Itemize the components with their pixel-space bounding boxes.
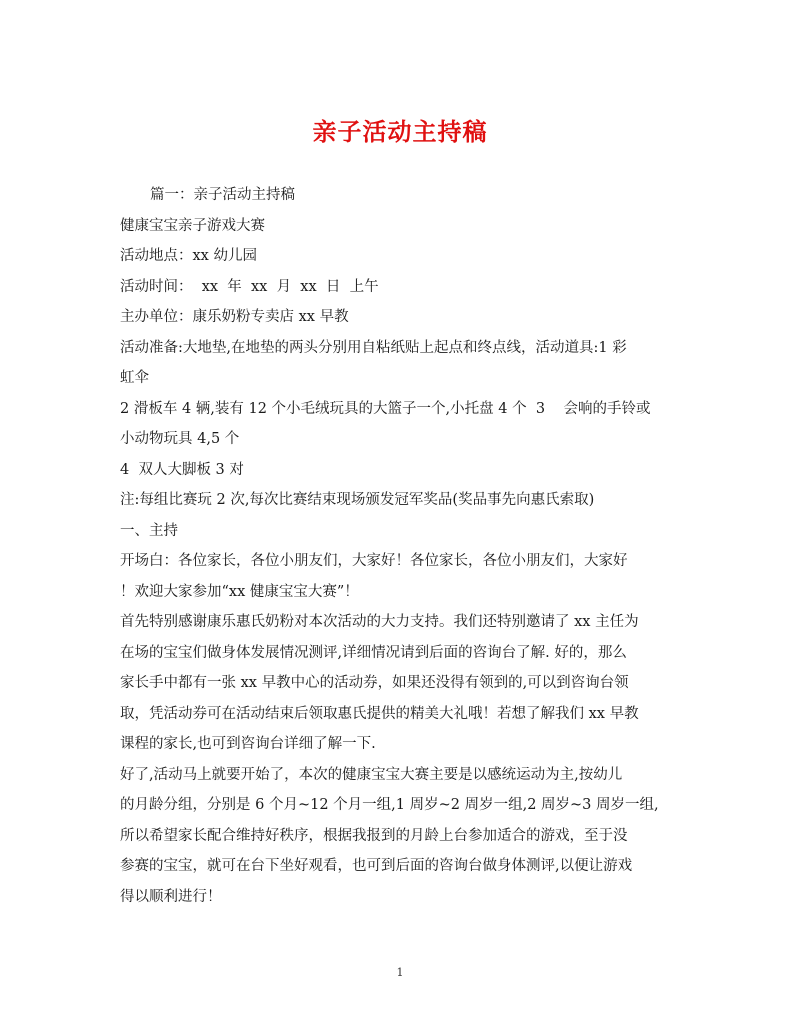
body-line: 所以希望家长配合维持好秩序，根据我报到的月龄上台参加适合的游戏，至于没 <box>120 827 628 844</box>
body-line: 家长手中都有一张 xx 早教中心的活动券，如果还没得有领到的,可以到咨询台领 <box>120 675 629 691</box>
page-number: 1 <box>396 966 404 979</box>
body-line: 2 滑板车 4 辆,装有 12 个小毛绒玩具的大篮子一个,小托盘 4 个 3 会响的手铃或 <box>120 400 651 417</box>
body-line: ！欢迎大家参加“xx 健康宝宝大赛”！ <box>120 583 359 600</box>
body-line: 的月龄分组，分别是 6 个月~12 个月一组,1 周岁~2 周岁一组,2 周岁~3 周岁一组, <box>120 797 659 813</box>
body-line: 取，凭活动券可在活动结束后领取惠氏提供的精美大礼哦！若想了解我们 xx 早教 <box>120 705 639 722</box>
body-line: 活动准备:大地垫,在地垫的两头分别用自粘纸贴上起点和终点线，活动道具:1 彩 <box>120 339 627 356</box>
body-line: 活动时间： xx 年 xx 月 xx 日 上午 <box>120 278 379 295</box>
document-title: 亲子活动主持稿 <box>312 117 488 146</box>
body-line: 4 双人大脚板 3 对 <box>120 461 244 478</box>
body-line: 注:每组比赛玩 2 次,每次比赛结束现场颁发冠军奖品(奖品事先向惠氏索取) <box>120 492 595 508</box>
body-line: 一、主持 <box>120 522 178 539</box>
body-line: 在场的宝宝们做身体发展情况测评,详细情况请到后面的咨询台了解. 好的，那么 <box>120 644 627 661</box>
body-line: 活动地点：xx 幼儿园 <box>120 248 257 264</box>
document-body <box>120 180 690 912</box>
body-line: 健康宝宝亲子游戏大赛 <box>120 217 265 234</box>
body-line: 参赛的宝宝，就可在台下坐好观看，也可到后面的咨询台做身体测评,以便让游戏 <box>120 858 633 874</box>
body-line: 好了,活动马上就要开始了，本次的健康宝宝大赛主要是以感统运动为主,按幼儿 <box>120 766 623 783</box>
body-line: 主办单位：康乐奶粉专卖店 xx 早教 <box>120 309 349 325</box>
body-line: 首先特别感谢康乐惠氏奶粉对本次活动的大力支持。我们还特别邀请了 xx 主任为 <box>120 614 639 630</box>
body-line: 得以顺利进行！ <box>120 888 222 905</box>
body-line: 小动物玩具 4,5 个 <box>120 431 240 447</box>
body-line: 课程的家长,也可到咨询台详细了解一下. <box>120 736 376 752</box>
body-line: 开场白：各位家长，各位小朋友们，大家好！各位家长，各位小朋友们，大家好 <box>120 553 628 569</box>
body-line: 虹伞 <box>120 370 149 386</box>
section-heading: 篇一：亲子活动主持稿 <box>150 187 295 203</box>
